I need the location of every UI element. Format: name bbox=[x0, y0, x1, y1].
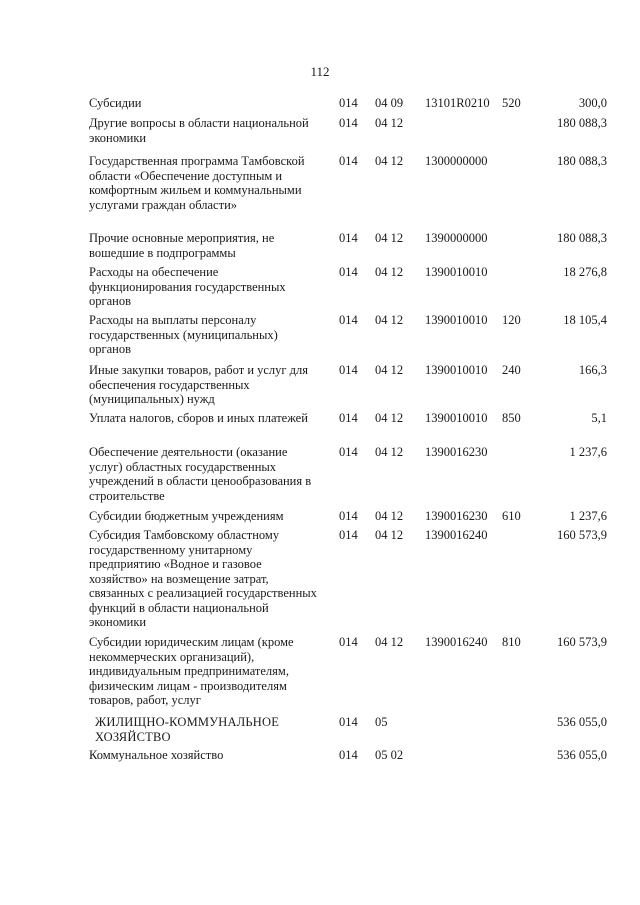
row-csr: 1390016230 bbox=[425, 509, 488, 523]
row-razdel: 04 12 bbox=[375, 116, 404, 130]
row-name: Обеспечение деятельности (оказание услуг) областных государственных учреждений в области ценообразования в строительстве bbox=[89, 445, 312, 503]
table-row bbox=[0, 96, 640, 116]
row-razdel: 05 bbox=[375, 715, 388, 729]
row-razdel: 04 12 bbox=[375, 265, 404, 279]
row-razdel: 04 12 bbox=[375, 411, 404, 425]
row-razdel: 04 12 bbox=[375, 231, 404, 245]
row-vedom: 014 bbox=[339, 411, 358, 425]
row-vedom: 014 bbox=[339, 635, 358, 649]
table-row bbox=[0, 116, 640, 154]
row-sum: 180 088,3 bbox=[557, 116, 607, 130]
row-csr: 1390010010 bbox=[425, 313, 488, 327]
table-row bbox=[0, 363, 640, 411]
page-number: 112 bbox=[310, 64, 330, 79]
row-vr: 120 bbox=[502, 313, 521, 327]
row-razdel: 04 09 bbox=[375, 96, 404, 110]
row-name: Коммунальное хозяйство bbox=[89, 748, 224, 762]
table-row bbox=[0, 265, 640, 313]
table-row bbox=[0, 154, 640, 231]
row-vedom: 014 bbox=[339, 96, 358, 110]
row-csr: 1390016240 bbox=[425, 635, 488, 649]
row-vedom: 014 bbox=[339, 509, 358, 523]
row-name: Государственная программа Тамбовской области «Обеспечение доступным и комфортным жильем и коммунальными услугами граждан области» bbox=[89, 154, 305, 212]
row-csr: 1390010010 bbox=[425, 265, 488, 279]
row-csr: 1300000000 bbox=[425, 154, 488, 168]
table-row bbox=[0, 748, 640, 768]
row-vedom: 014 bbox=[339, 116, 358, 130]
row-razdel: 04 12 bbox=[375, 445, 404, 459]
row-sum: 18 276,8 bbox=[563, 265, 607, 279]
table-row bbox=[0, 313, 640, 363]
row-name: Иные закупки товаров, работ и услуг для обеспечения государственных (муниципальных) нужд bbox=[89, 363, 309, 406]
row-sum: 160 573,9 bbox=[557, 528, 607, 542]
row-vedom: 014 bbox=[339, 265, 358, 279]
row-sum: 180 088,3 bbox=[557, 154, 607, 168]
row-name: Прочие основные мероприятия, не вошедшие в подпрограммы bbox=[89, 231, 275, 260]
table-row bbox=[0, 528, 640, 635]
row-name: Уплата налогов, сборов и иных платежей bbox=[89, 411, 308, 425]
row-name: Субсидии юридическим лицам (кроме некоммерческих организаций), индивидуальным предпринимателям, физическим лицам - производителям товаров, работ, услуг bbox=[89, 635, 294, 707]
row-name: Субсидии бюджетным учреждениям bbox=[89, 509, 284, 523]
row-vedom: 014 bbox=[339, 363, 358, 377]
row-vr: 810 bbox=[502, 635, 521, 649]
row-sum: 1 237,6 bbox=[569, 509, 607, 523]
row-vedom: 014 bbox=[339, 715, 358, 729]
row-razdel: 05 02 bbox=[375, 748, 404, 762]
row-razdel: 04 12 bbox=[375, 635, 404, 649]
row-name: Субсидии bbox=[89, 96, 142, 110]
row-vr: 610 bbox=[502, 509, 521, 523]
table-row bbox=[0, 411, 640, 445]
row-csr: 1390010010 bbox=[425, 363, 488, 377]
table-row bbox=[0, 509, 640, 528]
row-csr: 1390000000 bbox=[425, 231, 488, 245]
row-name: Расходы на выплаты персоналу государственных (муниципальных) органов bbox=[89, 313, 278, 356]
row-name: Субсидия Тамбовскому областному государственному унитарному предприятию «Водное и газовое хозяйство» на возмещение затрат, связанных с реализацией государственных функций в области национальной экономики bbox=[89, 528, 317, 629]
row-name: Расходы на обеспечение функционирования государственных органов bbox=[89, 265, 286, 308]
row-vedom: 014 bbox=[339, 445, 358, 459]
row-sum: 180 088,3 bbox=[557, 231, 607, 245]
row-sum: 536 055,0 bbox=[557, 715, 607, 729]
row-sum: 166,3 bbox=[578, 363, 607, 377]
row-csr: 1390016240 bbox=[425, 528, 488, 542]
row-sum: 160 573,9 bbox=[557, 635, 607, 649]
row-razdel: 04 12 bbox=[375, 363, 404, 377]
row-razdel: 04 12 bbox=[375, 313, 404, 327]
row-sum: 1 237,6 bbox=[569, 445, 607, 459]
row-name: ЖИЛИЩНО-КОММУНАЛЬНОЕ ХОЗЯЙСТВО bbox=[95, 715, 280, 744]
table-row bbox=[0, 635, 640, 715]
row-vedom: 014 bbox=[339, 231, 358, 245]
row-vedom: 014 bbox=[339, 528, 358, 542]
row-vedom: 014 bbox=[339, 154, 358, 168]
row-vedom: 014 bbox=[339, 748, 358, 762]
row-csr: 1390016230 bbox=[425, 445, 488, 459]
budget-table bbox=[0, 96, 640, 768]
row-sum: 536 055,0 bbox=[557, 748, 607, 762]
table-row bbox=[0, 715, 640, 748]
table-row bbox=[0, 445, 640, 509]
row-csr: 1390010010 bbox=[425, 411, 488, 425]
row-razdel: 04 12 bbox=[375, 154, 404, 168]
row-vr: 850 bbox=[502, 411, 521, 425]
row-vedom: 014 bbox=[339, 313, 358, 327]
row-name: Другие вопросы в области национальной экономики bbox=[89, 116, 309, 145]
row-vr: 240 bbox=[502, 363, 521, 377]
row-razdel: 04 12 bbox=[375, 528, 404, 542]
row-sum: 5,1 bbox=[591, 411, 607, 425]
row-sum: 300,0 bbox=[578, 96, 607, 110]
row-razdel: 04 12 bbox=[375, 509, 404, 523]
table-row bbox=[0, 231, 640, 265]
row-vr: 520 bbox=[502, 96, 521, 110]
row-sum: 18 105,4 bbox=[563, 313, 607, 327]
row-csr: 13101R0210 bbox=[425, 96, 490, 110]
